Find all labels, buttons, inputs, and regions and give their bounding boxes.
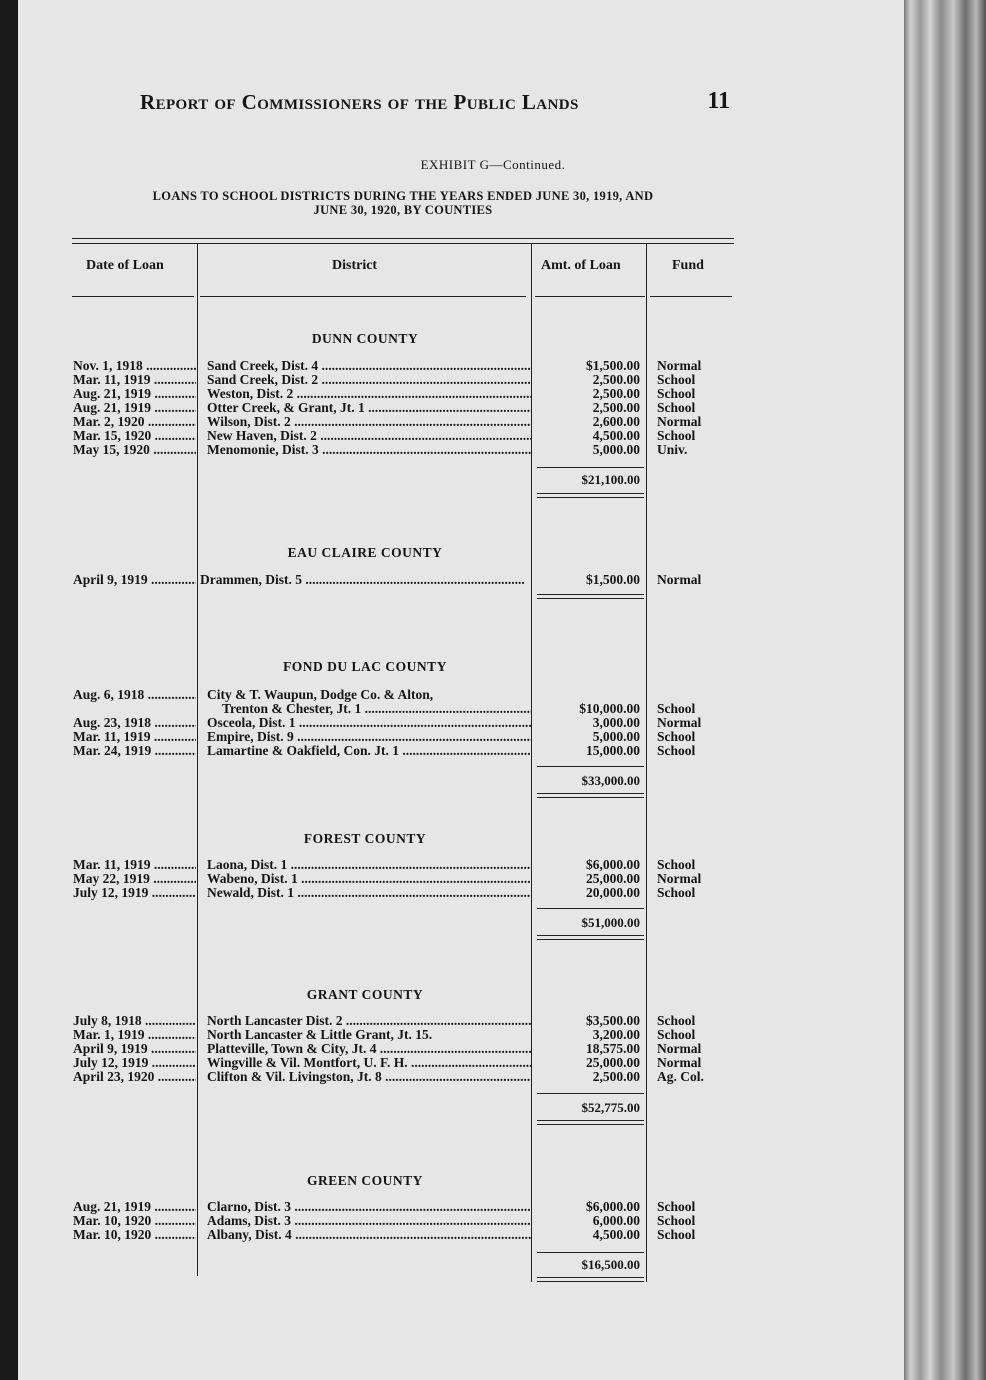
loan-date: July 8, 1918 .....: [73, 1014, 196, 1028]
loan-fund: School: [657, 372, 696, 387]
table-top-rule: [72, 238, 734, 239]
total-double-rule: [537, 793, 644, 794]
loan-district: Clifton & Vil. Livingston, Jt. 8 .....: [207, 1070, 531, 1084]
loan-fund: School: [657, 1213, 696, 1228]
loan-date: Nov. 1, 1918 .....: [73, 359, 196, 373]
loan-fund: Normal: [657, 1041, 702, 1056]
header-rule-date: [72, 296, 194, 297]
header-rule-fund: [650, 296, 732, 297]
total-double-rule: [537, 939, 644, 940]
loan-date: Aug. 21, 1919 .....: [73, 1200, 196, 1214]
subtotal-rule: [537, 766, 644, 767]
loan-date: Mar. 11, 1919 .....: [73, 373, 196, 387]
total-double-rule: [537, 1124, 644, 1125]
caption-line-2: JUNE 30, 1920, BY COUNTIES: [313, 203, 493, 217]
header-rule-amount: [535, 296, 645, 297]
loan-amount: 4,500.00: [592, 428, 640, 443]
total-double-rule: [537, 935, 644, 936]
loan-amount: 4,500.00: [592, 1227, 640, 1242]
loan-district: Trenton & Chester, Jt. 1 .....: [222, 702, 531, 716]
loan-district: Otter Creek, & Grant, Jt. 1 .....: [207, 401, 531, 415]
total-double-rule: [537, 598, 644, 599]
loan-amount: 2,600.00: [592, 414, 640, 429]
loan-amount: $3,500.00: [586, 1013, 640, 1028]
loan-amount: $6,000.00: [586, 1199, 640, 1214]
total-double-rule: [537, 493, 644, 494]
county-total: $33,000.00: [581, 773, 640, 788]
total-double-rule: [537, 594, 644, 595]
loan-district: Platteville, Town & City, Jt. 4 .....: [207, 1042, 531, 1056]
loan-date: Mar. 11, 1919 .....: [73, 730, 196, 744]
header-rule-district: [200, 296, 526, 297]
loan-amount: 2,500.00: [592, 1069, 640, 1084]
exhibit-label: EXHIBIT G—Continued.: [420, 157, 566, 172]
loan-district: Sand Creek, Dist. 2 .....: [207, 373, 531, 387]
county-heading: DUNN COUNTY: [311, 331, 419, 346]
running-header: [140, 88, 730, 118]
subtotal-rule: [537, 1252, 644, 1253]
loan-fund: School: [657, 1199, 696, 1214]
loan-date: Aug. 21, 1919 .....: [73, 401, 196, 415]
book-page-edges: [904, 0, 986, 1380]
county-heading: EAU CLAIRE COUNTY: [287, 545, 443, 560]
loan-fund: Normal: [657, 572, 702, 587]
county-heading: FOREST COUNTY: [303, 831, 427, 846]
loan-date: Mar. 10, 1920 .....: [73, 1228, 196, 1242]
loan-amount: 2,500.00: [592, 386, 640, 401]
loan-amount: $6,000.00: [586, 857, 640, 872]
loan-district: City & T. Waupun, Dodge Co. & Alton,: [207, 688, 434, 702]
total-double-rule: [537, 797, 644, 798]
loan-fund: Normal: [657, 358, 702, 373]
loan-date: Mar. 10, 1920 .....: [73, 1214, 196, 1228]
loan-date: July 12, 1919 .....: [73, 1056, 196, 1070]
table-caption: [72, 189, 734, 217]
column-header-amount: Amt. of Loan: [541, 258, 621, 273]
page-number: 11: [707, 88, 730, 114]
county-heading: GREEN COUNTY: [307, 1173, 423, 1188]
loan-fund: Normal: [657, 871, 702, 886]
loan-fund: School: [657, 1013, 696, 1028]
loan-fund: Ag. Col.: [657, 1069, 704, 1084]
loan-fund: School: [657, 1027, 696, 1042]
loan-amount: 15,000.00: [586, 743, 640, 758]
loan-district: North Lancaster Dist. 2 .....: [207, 1014, 531, 1028]
loan-district: Wingville & Vil. Montfort, U. F. H. .....: [207, 1056, 531, 1070]
loan-amount: 5,000.00: [592, 729, 640, 744]
loan-fund: School: [657, 885, 696, 900]
loan-amount: 18,575.00: [586, 1041, 640, 1056]
loan-fund: Univ.: [657, 442, 688, 457]
loan-district: Sand Creek, Dist. 4 .....: [207, 359, 531, 373]
loan-fund: School: [657, 743, 696, 758]
caption-line-1: LOANS TO SCHOOL DISTRICTS DURING THE YEARS ENDED JUNE 30, 1919, AND: [152, 189, 654, 203]
loan-fund: School: [657, 1227, 696, 1242]
total-double-rule: [537, 1281, 644, 1282]
loan-district: Wilson, Dist. 2 .....: [207, 415, 531, 429]
county-heading: GRANT COUNTY: [306, 987, 424, 1002]
loan-fund: Normal: [657, 715, 702, 730]
loan-district: Menomonie, Dist. 3 .....: [207, 443, 531, 457]
loan-district: Weston, Dist. 2 .....: [207, 387, 531, 401]
loan-amount: 2,500.00: [592, 400, 640, 415]
column-header-date: Date of Loan: [86, 258, 164, 273]
loan-amount: 3,000.00: [592, 715, 640, 730]
loan-date: July 12, 1919 .....: [73, 886, 196, 900]
loan-date: Mar. 15, 1920 .....: [73, 429, 196, 443]
loan-district: New Haven, Dist. 2 .....: [207, 429, 531, 443]
loan-district: Clarno, Dist. 3 .....: [207, 1200, 531, 1214]
loan-amount: 5,000.00: [592, 442, 640, 457]
subtotal-rule: [537, 1093, 644, 1094]
loan-fund: School: [657, 857, 696, 872]
loan-district: Drammen, Dist. 5 .....: [200, 573, 524, 587]
loan-date: Mar. 2, 1920 .....: [73, 415, 196, 429]
loan-amount: $1,500.00: [586, 572, 640, 587]
loan-date: April 9, 1919 .....: [73, 573, 196, 587]
loan-fund: Normal: [657, 414, 702, 429]
loan-date: Aug. 6, 1918 .....: [73, 688, 196, 702]
loan-date: Mar. 11, 1919 .....: [73, 858, 196, 872]
loan-fund: School: [657, 400, 696, 415]
loan-district: Osceola, Dist. 1 .....: [207, 716, 531, 730]
loan-fund: School: [657, 729, 696, 744]
table-top-rule-2: [72, 243, 734, 244]
column-separator-2: [531, 244, 532, 1282]
loan-date: April 9, 1919 .....: [73, 1042, 196, 1056]
column-header-fund: Fund: [672, 258, 704, 273]
loan-amount: 20,000.00: [586, 885, 640, 900]
county-total: $51,000.00: [581, 915, 640, 930]
loan-district: North Lancaster & Little Grant, Jt. 15.: [207, 1028, 433, 1042]
loan-date: April 23, 1920 .....: [73, 1070, 196, 1084]
loan-amount: 6,000.00: [592, 1213, 640, 1228]
column-separator-1: [197, 244, 198, 1276]
loan-district: Albany, Dist. 4 .....: [207, 1228, 531, 1242]
loan-amount: $1,500.00: [586, 358, 640, 373]
loan-district: Lamartine & Oakfield, Con. Jt. 1 .....: [207, 744, 531, 758]
loan-fund: Normal: [657, 1055, 702, 1070]
loan-amount: $10,000.00: [579, 701, 640, 716]
loan-amount: 2,500.00: [592, 372, 640, 387]
loan-date: Aug. 21, 1919 .....: [73, 387, 196, 401]
total-double-rule: [537, 497, 644, 498]
total-double-rule: [537, 1120, 644, 1121]
county-total: $21,100.00: [581, 472, 640, 487]
loan-amount: 25,000.00: [586, 871, 640, 886]
column-separator-3: [646, 244, 647, 1282]
loan-district: Empire, Dist. 9 .....: [207, 730, 531, 744]
loan-amount: 3,200.00: [592, 1027, 640, 1042]
county-heading: FOND DU LAC COUNTY: [283, 659, 447, 674]
total-double-rule: [537, 1277, 644, 1278]
loan-district: Wabeno, Dist. 1 .....: [207, 872, 531, 886]
loan-date: May 22, 1919 .....: [73, 872, 196, 886]
running-header-title: Report of Commissioners of the Public Lands: [140, 90, 579, 114]
subtotal-rule: [537, 908, 644, 909]
loan-district: Laona, Dist. 1 .....: [207, 858, 531, 872]
loan-amount: 25,000.00: [586, 1055, 640, 1070]
loan-date: Mar. 1, 1919 .....: [73, 1028, 196, 1042]
county-total: $52,775.00: [581, 1100, 640, 1115]
loan-date: Mar. 24, 1919 .....: [73, 744, 196, 758]
loan-date: Aug. 23, 1918 .....: [73, 716, 196, 730]
loan-date: May 15, 1920 .....: [73, 443, 196, 457]
column-header-district: District: [332, 258, 378, 273]
subtotal-rule: [537, 467, 644, 468]
loan-fund: School: [657, 386, 696, 401]
loan-district: Adams, Dist. 3 .....: [207, 1214, 531, 1228]
loan-fund: School: [657, 701, 696, 716]
loan-fund: School: [657, 428, 696, 443]
county-total: $16,500.00: [581, 1257, 640, 1272]
loan-district: Newald, Dist. 1 .....: [207, 886, 531, 900]
